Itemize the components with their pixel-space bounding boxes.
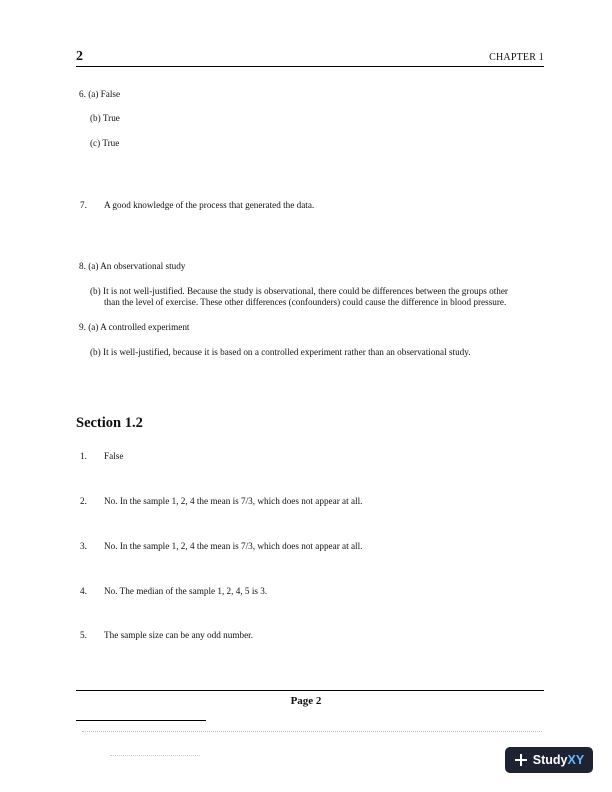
answer-7-text: A good knowledge of the process that generated the data. [104, 200, 315, 210]
answer-6c: (c) True [90, 138, 120, 148]
section-answer-number: 1. [80, 451, 87, 461]
section-answer-text: No. In the sample 1, 2, 4 the mean is 7/3, which does not appear at all. [104, 496, 363, 506]
answer-8b-line2: than the level of exercise. These other differences (confounders) could cause the difference in blood pressure. [104, 297, 507, 307]
answer-8a: 8. (a) An observational study [79, 261, 186, 271]
section-answer-number: 4. [80, 586, 87, 596]
answer-7-number: 7. [80, 200, 87, 210]
section-title: Section 1.2 [76, 415, 143, 431]
answer-6a: 6. (a) False [79, 89, 121, 99]
section-answer-number: 5. [80, 630, 87, 640]
section-answer-text: False [104, 451, 124, 461]
chapter-label: CHAPTER 1 [489, 52, 544, 63]
studyxy-badge[interactable] [505, 747, 593, 773]
footer-rule [76, 690, 544, 691]
section-answer-text: No. In the sample 1, 2, 4 the mean is 7/3, which does not appear at all. [104, 541, 363, 551]
plus-icon [514, 753, 528, 767]
footer-page-label: Page 2 [290, 695, 322, 707]
page-number: 2 [76, 49, 83, 64]
section-answer-number: 2. [80, 496, 87, 506]
answer-6b: (b) True [90, 113, 120, 123]
answer-8b-line1: (b) It is not well-justified. Because the study is observational, there could be differences between the groups other [90, 286, 508, 296]
brand-accent: XY [567, 753, 585, 767]
answer-9b: (b) It is well-justified, because it is based on a controlled experiment rather than an observational study. [90, 347, 471, 357]
answer-9a: 9. (a) A controlled experiment [79, 322, 190, 332]
header-rule [76, 66, 544, 67]
section-answer-text: No. The median of the sample 1, 2, 4, 5 is 3. [104, 586, 268, 596]
section-answer-number: 3. [80, 541, 87, 551]
faint-footnote-line [110, 755, 200, 757]
section-answer-text: The sample size can be any odd number. [104, 630, 253, 640]
brand-main: Study [532, 753, 568, 767]
faint-footnote-line [82, 731, 542, 736]
footnote-rule [76, 720, 206, 721]
brand-name [533, 753, 584, 767]
